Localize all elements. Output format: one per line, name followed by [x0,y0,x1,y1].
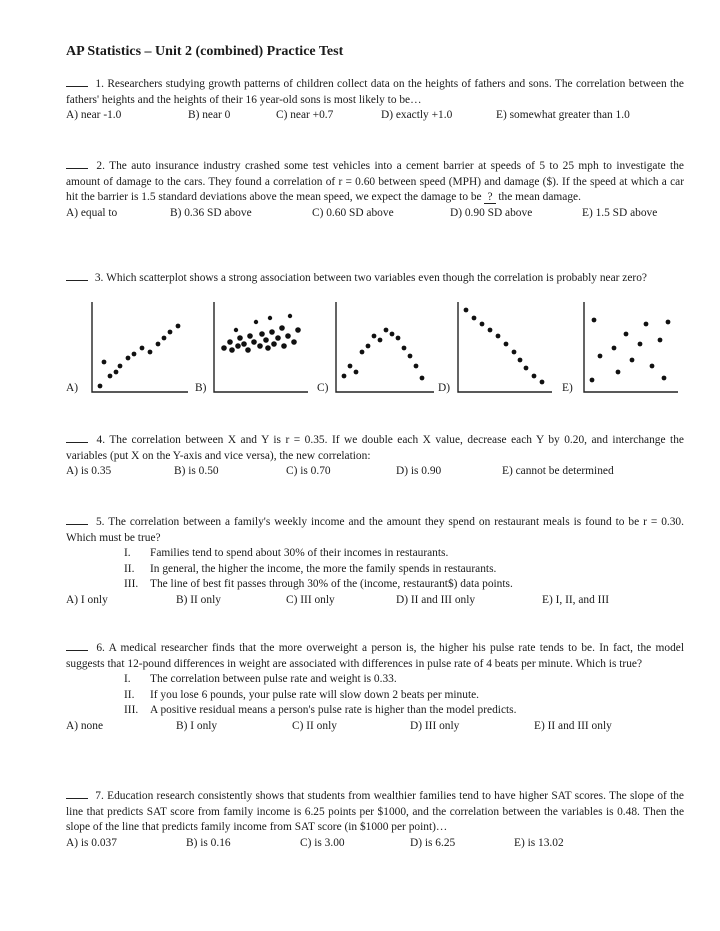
plot-point [114,370,119,375]
plot-point [148,350,153,355]
scatterplot-a [88,300,190,396]
scatterplot-c [332,300,436,396]
plot-point [118,364,123,369]
plot-point [496,334,501,339]
choice-c: C) is 3.00 [300,836,345,849]
plot-point [666,320,671,325]
question-text: The correlation between X and Y is r = 0.35. If we double each X value, decrease each Y by 0.20, and interchange the variables (put X on the Y-axis and vice versa), the new correlation: [66,434,684,462]
plot-point [229,347,235,353]
plot-point [102,360,107,365]
plot-axes [336,302,434,392]
answer-blank[interactable] [66,514,88,525]
plot-point [259,331,265,337]
question-text-a: The auto insurance industry crashed some test vehicles into a cement barrier at speeds of 5 to 25 mph to investigate the amount of damage to the cars. They found a correlation of r = 0.60 between speed (MPH) and damage ($). If the speed at which a car hit the barrier is 1.5 standard deviations above the mean speed, we expect the damage to be [66,160,684,204]
question-7 [66,788,684,852]
plot-point [612,346,617,351]
choice-b: B) II only [176,593,221,606]
statement-text: If you lose 6 pounds, your pulse rate will slow down 2 beats per minute. [150,688,480,701]
question-text: The correlation between a family's weekly income and the amount they spend on restaurant meals is found to be r = 0.30. Which must be true? [66,516,684,544]
scatterplot-b [210,300,310,396]
choice-e: E) cannot be determined [502,465,614,478]
plot-point [235,343,241,349]
statement-i [66,672,684,688]
choice-a: A) I only [66,593,108,606]
question-number: 4. [96,434,106,446]
plot-point [592,318,597,323]
plot-point [384,328,389,333]
inline-answer-blank: ? [484,191,495,204]
statement-i [66,546,684,562]
plot-point [126,356,131,361]
choice-e: E) II and III only [534,719,612,732]
plot-point [524,366,529,371]
choice-d: D) III only [410,719,460,732]
question-number: 1. [95,78,104,90]
choice-d: D) exactly +1.0 [381,109,453,122]
answer-blank[interactable] [66,270,88,281]
statement-ii [66,562,684,578]
choice-b: B) is 0.50 [174,465,219,478]
plot-point [241,341,247,347]
plot-point [234,328,238,332]
plot-point [275,335,281,341]
choice-e: E) 1.5 SD above [582,206,658,219]
question-text: A medical researcher finds that the more overweight a person is, the higher his pulse rate tends to be. In fact, the model suggests that 12-pound differences in weight are associated with differences in pulse rate of 4 beats per minute. Which is true? [66,642,685,670]
plot-point [279,325,285,331]
statement-text: Families tend to spend about 30% of their incomes in restaurants. [150,547,449,560]
plot-point [624,332,629,337]
statement-text: In general, the higher the income, the more the family spends in restaurants. [150,562,497,575]
choice-e: E) somewhat greater than 1.0 [496,109,630,122]
plot-label-a: A) [66,382,79,394]
plot-label-c: C) [317,382,329,394]
question-number: 7. [95,790,104,802]
choice-d: D) II and III only [396,593,476,606]
plot-point [251,339,257,345]
choice-e: E) is 13.02 [514,836,564,849]
plot-point [360,350,365,355]
question-number: 2. [96,160,105,172]
plot-point [658,338,663,343]
choice-a: A) none [66,719,104,732]
answer-choices [66,593,684,609]
question-4 [66,432,684,480]
choice-b: B) I only [176,719,218,732]
question-6 [66,640,684,735]
statement-text: The correlation between pulse rate and weight is 0.33. [150,673,397,686]
plot-point [650,364,655,369]
plot-point [472,316,477,321]
plot-point [257,343,263,349]
statement-number: III. [124,578,139,591]
question-stem [66,76,684,108]
choice-d: D) is 6.25 [410,836,456,849]
plot-point [480,322,485,327]
plot-label-e: E) [562,382,573,394]
plot-point [288,314,292,318]
plot-point [372,334,377,339]
answer-blank[interactable] [66,158,88,169]
question-stem [66,270,684,287]
question-text: Researchers studying growth patterns of children collect data on the heights of fathers and sons. The correlation between the fathers' heights and the heights of their 16 year-old sons is most likely to be… [66,78,684,106]
plot-point [408,354,413,359]
plot-point [237,335,243,341]
plot-point [396,336,401,341]
plot-point [221,345,227,351]
question-2 [66,158,684,222]
question-stem [66,514,684,546]
plot-point [378,338,383,343]
choice-a: A) is 0.35 [66,465,112,478]
question-5 [66,514,684,609]
statement-iii [66,703,684,719]
statement-number: I. [124,547,131,560]
choice-e: E) I, II, and III [542,593,610,606]
plot-point [414,364,419,369]
plot-point [598,354,603,359]
plot-point [590,378,595,383]
plot-point [132,352,137,357]
plot-point [504,342,509,347]
statement-number: II. [124,688,135,701]
plot-point [464,308,469,313]
statement-number: III. [124,704,139,717]
page-title: AP Statistics – Unit 2 (combined) Practice Test [66,44,344,59]
plot-point [662,376,667,381]
question-stem [66,788,684,836]
statement-iii [66,577,684,593]
plot-point [162,336,167,341]
answer-choices [66,719,684,735]
choice-c: C) III only [286,593,335,606]
question-1 [66,76,684,124]
question-stem [66,158,684,206]
plot-point [354,370,359,375]
choice-b: B) near 0 [188,109,231,122]
statement-number: I. [124,673,131,686]
plot-point [342,374,347,379]
plot-point [168,330,173,335]
choice-c: C) II only [292,719,337,732]
plot-point [348,364,353,369]
choice-c: C) is 0.70 [286,465,331,478]
plot-label-b: B) [195,382,207,394]
scatterplot-d [454,300,554,396]
scatterplot-options [66,300,686,400]
choice-d: D) is 0.90 [396,465,442,478]
question-text-b: the mean damage. [498,191,581,204]
question-number: 5. [95,516,105,528]
plot-point [269,329,275,335]
choice-c: C) 0.60 SD above [312,206,394,219]
plot-point [254,320,258,324]
plot-point [108,374,113,379]
choice-d: D) 0.90 SD above [450,206,533,219]
plot-point [227,339,233,345]
choice-b: B) 0.36 SD above [170,206,252,219]
answer-choices [66,108,684,124]
statement-text: A positive residual means a person's pulse rate is higher than the model predicts. [150,704,517,717]
answer-blank[interactable] [66,76,88,87]
plot-point [265,345,271,351]
plot-point [402,346,407,351]
question-text: Which scatterplot shows a strong association between two variables even though the correlation is probably near zero? [106,272,647,284]
plot-point [420,376,425,381]
answer-blank[interactable] [66,432,88,443]
plot-point [271,341,277,347]
plot-point [518,358,523,363]
answer-blank[interactable] [66,788,88,799]
plot-label-d: D) [438,382,451,394]
plot-point [291,339,297,345]
choice-a: A) equal to [66,206,118,219]
statement-ii [66,688,684,704]
answer-choices [66,464,684,480]
plot-point [281,343,287,349]
choice-a: A) is 0.037 [66,836,117,849]
plot-point [390,332,395,337]
question-text: Education research consistently shows that students from wealthier families tend to have higher SAT scores. The slope of the line that predicts SAT score from family income is 6.25 points per $1000, and the correlation between the variables is 0.48. Then the slope of the line that predicts family income from SAT score (in $1000 per point)… [66,790,684,834]
plot-point [366,344,371,349]
plot-point [512,350,517,355]
plot-point [644,322,649,327]
question-number: 6. [96,642,105,654]
plot-point [98,384,103,389]
statement-text: The line of best fit passes through 30% of the (income, restaurant$) data points. [150,578,513,591]
plot-point [247,333,253,339]
statement-number: II. [124,562,135,575]
question-stem [66,640,684,672]
plot-point [263,337,269,343]
plot-point [488,328,493,333]
plot-point [285,333,291,339]
plot-point [245,347,251,353]
answer-choices [66,206,684,222]
plot-point [140,346,145,351]
plot-point [638,342,643,347]
plot-point [630,358,635,363]
answer-blank[interactable] [66,640,88,651]
answer-choices [66,836,684,852]
plot-point [268,316,272,320]
scatterplot-e [580,300,680,396]
plot-point [176,324,181,329]
plot-point [532,374,537,379]
plot-point [295,327,301,333]
question-number: 3. [94,272,104,284]
question-3 [66,270,684,287]
plot-point [616,370,621,375]
choice-c: C) near +0.7 [276,109,334,122]
choice-b: B) is 0.16 [186,836,231,849]
question-stem [66,432,684,464]
plot-point [156,342,161,347]
choice-a: A) near -1.0 [66,109,122,122]
plot-axes [458,302,552,392]
plot-point [540,380,545,385]
